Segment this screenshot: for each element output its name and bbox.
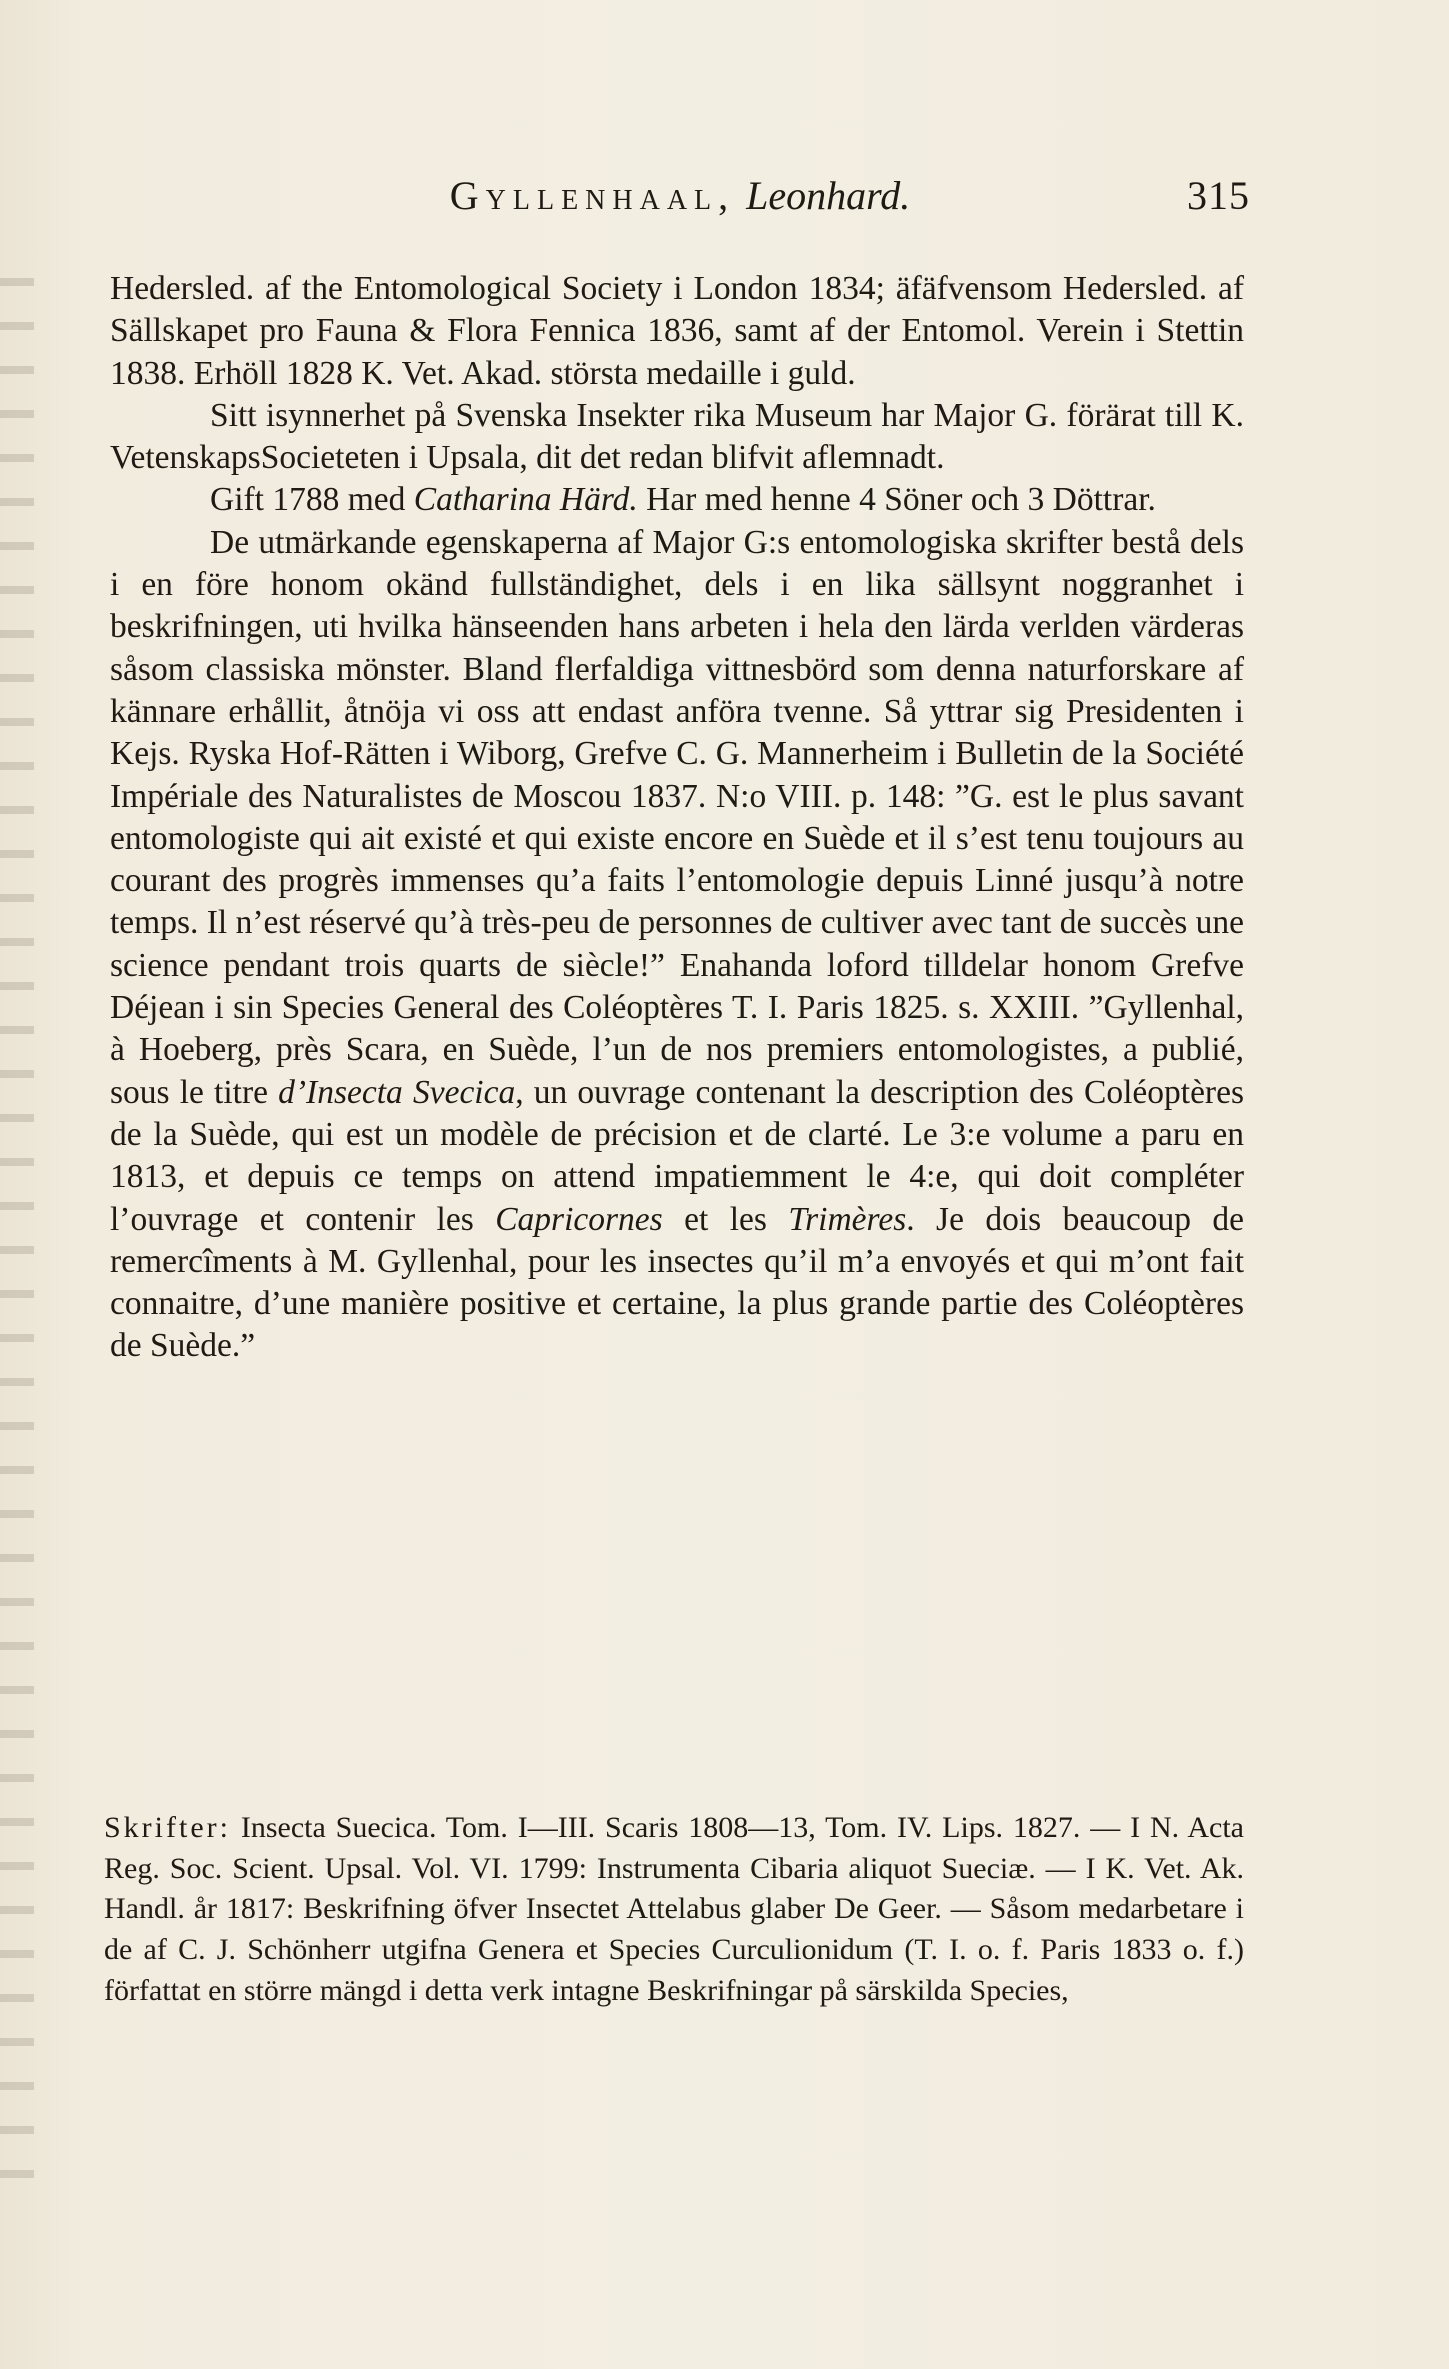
page-number: 315: [1187, 173, 1250, 218]
paragraph-honours: Hedersled. af the Entomological Society i London 1834; äfäfvensom Hedersled. af Sällskapet pro Fauna & Flora Fennica 1836, samt af der Entomol. Verein i Stettin 1838. Erhöll 1828 K. Vet. Akad. största medaille i guld.: [110, 270, 1244, 392]
writings-text: Insecta Suecica. Tom. I—III. Scaris 1808—13, Tom. IV. Lips. 1827. — I N. Acta Reg. Soc. Scient. Upsal. Vol. VI. 1799: Instrumenta Cibaria aliquot Sueciæ. — I K. Vet. Ak. Handl. år 1817: Beskrifning öfver Insectet Attelabus glaber De Geer. — Såsom medarbetare i de af C. J. Schönherr utgifna Genera et Species Curculionidum (T. I. o. f. Paris 1833 o. f.) författat en större mängd i detta verk intagne Beskrifningar på särskilda Species,: [104, 1811, 1244, 2007]
writings-section: [104, 1808, 1244, 2012]
title-capricornes: Capricornes: [495, 1200, 663, 1238]
title-trimeres: Trimères: [788, 1200, 907, 1238]
reputation-text-1: De utmärkande egenskaperna af Major G:s entomologiska skrifter bestå dels i en före honom okänd fullständighet, dels i en lika sällsynt noggranhet i beskrifningen, uti hvilka hänseenden hans arbeten i hela den lärda verlden värderas såsom classiska mönster. Bland flerfaldiga vittnesbörd som denna naturforskare af kännare erhållit, åtnöja vi oss att endast anföra tvenne. Så yttrar sig Presidenten i Kejs. Ryska Hof-Rätten i Wiborg, Grefve C. G. Mannerheim i Bulletin de la Société Impériale des Naturalistes de Moscou 1837. N:o VIII. p. 148: ”G. est le plus savant entomologiste qui ait existé et qui existe encore en Suède et il s’est tenu toujours au courant des progrès immenses qu’a faits l’entomologie depuis Linné jusqu’à notre temps. Il n’est réservé qu’à très-peu de personnes de cultiver avec tant de succès une science pendant trois quarts de siècle!” Enahanda loford tilldelar honom Grefve Déjean i sin Species General des Coléoptères T. I. Paris 1825. s. XXIII. ”Gyllenhal, à Hoeberg, près Scara, en Suède, l’un de nos premiers entomologistes, a publié, sous le titre: [110, 523, 1244, 1111]
body-text: [110, 268, 1244, 1368]
writings-paragraph: [104, 1808, 1244, 2012]
reputation-text-2: , un ouvrage contenant la description des Coléoptères de la Suède, qui est un modèle de précision et de clarté. Le 3:e volume a paru en 1813, et depuis ce temps on attend impatiemment le 4:e, qui doit compléter l’ouvrage et contenir les: [110, 1073, 1244, 1238]
reputation-text-3: et les: [662, 1200, 789, 1238]
paragraph-reputation: [110, 522, 1244, 1368]
page-header: [110, 172, 1250, 232]
marriage-text-before: Gift 1788 med: [210, 481, 414, 519]
title-insecta-svecica: d’Insecta Svecica: [278, 1073, 516, 1111]
spouse-name: Catharina Härd.: [413, 481, 638, 519]
running-head-surname: Gyllenhaal,: [449, 173, 736, 218]
writings-label: Skrifter:: [104, 1811, 231, 1844]
paragraph-marriage: [110, 479, 1244, 521]
running-head: [110, 172, 1250, 219]
running-head-given-name: Leonhard.: [746, 173, 911, 218]
paragraph-museum: Sitt isynnerhet på Svenska Insekter rika Museum har Major G. förärat till K. VetenskapsSocieteten i Upsala, dit det redan blifvit aflemnadt.: [110, 396, 1244, 477]
gutter-bleed-through: [0, 260, 34, 2200]
marriage-text-after: Har med henne 4 Söner och 3 Döttrar.: [637, 481, 1156, 519]
reputation-text-4: . Je dois beaucoup de remercîments à M. Gyllenhal, pour les insectes qu’il m’a envoyés et qui m’ont fait connaitre, d’une manière positive et certaine, la plus grande partie des Coléoptères de Suède.”: [110, 1200, 1245, 1365]
